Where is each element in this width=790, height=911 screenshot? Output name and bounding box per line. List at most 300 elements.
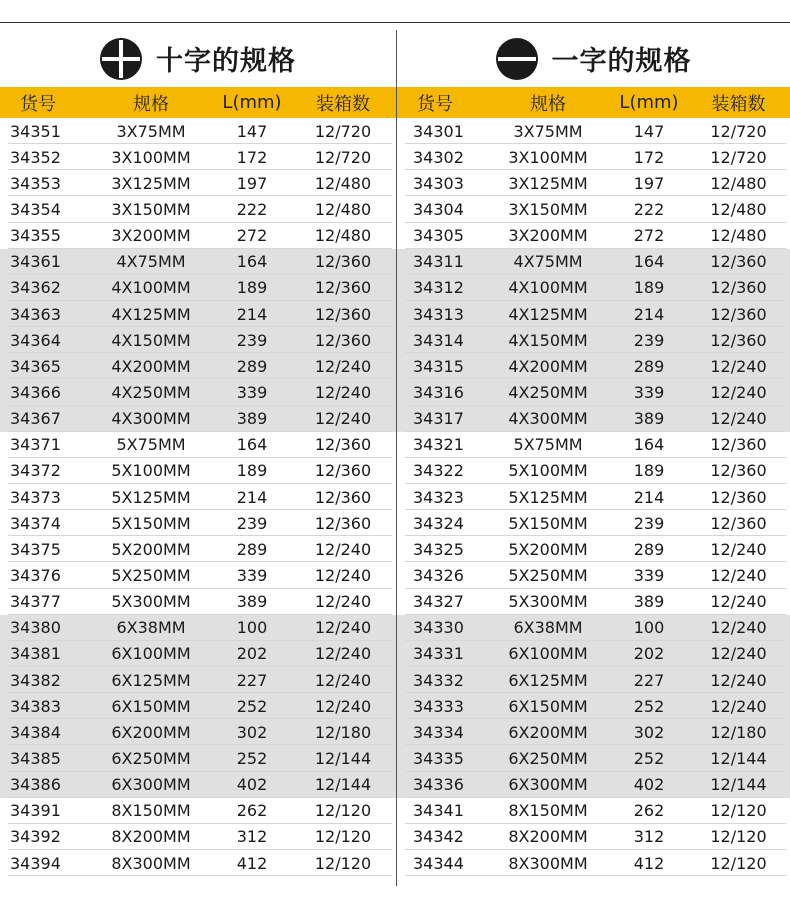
length-cell: 302 xyxy=(633,722,665,742)
phillips-spec-panel xyxy=(0,30,396,876)
table-row xyxy=(397,615,790,641)
length-cell: 272 xyxy=(236,226,268,246)
table-row xyxy=(0,641,396,667)
table-row xyxy=(397,144,790,170)
code-cell: 34385 xyxy=(10,748,61,768)
length-cell: 164 xyxy=(236,252,268,272)
code-cell: 34381 xyxy=(10,644,61,664)
spec-cell: 3X100MM xyxy=(508,147,588,167)
spec-cell: 3X75MM xyxy=(116,121,186,141)
length-cell: 289 xyxy=(633,539,665,559)
box-qty-cell: 12/120 xyxy=(710,853,767,873)
box-qty-cell: 12/240 xyxy=(314,696,372,716)
table-row xyxy=(397,249,790,275)
length-cell: 189 xyxy=(236,278,268,298)
phillips-title-row xyxy=(0,30,396,87)
table-row xyxy=(397,510,790,536)
spec-cell: 3X200MM xyxy=(508,226,588,246)
spec-cell: 5X250MM xyxy=(111,565,191,585)
table-row xyxy=(397,406,790,432)
length-cell: 402 xyxy=(633,775,665,795)
spec-cell: 4X125MM xyxy=(111,304,191,324)
spec-cell: 3X125MM xyxy=(111,173,191,193)
spec-cell: 5X150MM xyxy=(111,513,191,533)
box-qty-cell: 12/480 xyxy=(710,199,767,219)
spec-cell: 6X300MM xyxy=(111,775,191,795)
length-cell: 239 xyxy=(633,513,665,533)
length-cell: 389 xyxy=(633,592,665,612)
header-box-qty: 装箱数 xyxy=(711,93,766,115)
spec-cell: 8X200MM xyxy=(111,827,191,847)
slotted-flat-icon xyxy=(496,38,538,80)
spec-cell: 6X300MM xyxy=(508,775,588,795)
spec-cell: 4X150MM xyxy=(508,330,588,350)
code-cell: 34363 xyxy=(10,304,61,324)
box-qty-cell: 12/360 xyxy=(314,435,372,455)
spec-cell: 4X250MM xyxy=(111,382,191,402)
table-row xyxy=(0,484,396,510)
length-cell: 252 xyxy=(236,696,268,716)
slotted-title: 一字的规格 xyxy=(551,46,692,77)
spec-cell: 5X250MM xyxy=(508,565,588,585)
phillips-header-row xyxy=(0,87,396,118)
box-qty-cell: 12/120 xyxy=(314,827,372,847)
code-cell: 34365 xyxy=(10,356,61,376)
box-qty-cell: 12/240 xyxy=(710,409,767,429)
spec-cell: 6X38MM xyxy=(116,618,186,638)
table-row xyxy=(397,170,790,196)
code-cell: 34364 xyxy=(10,330,61,350)
table-row xyxy=(0,589,396,615)
code-cell: 34316 xyxy=(413,382,464,402)
table-row xyxy=(397,693,790,719)
table-row xyxy=(397,772,790,798)
spec-cell: 4X100MM xyxy=(508,278,588,298)
box-qty-cell: 12/180 xyxy=(314,722,372,742)
length-cell: 252 xyxy=(633,696,665,716)
box-qty-cell: 12/240 xyxy=(710,592,767,612)
spec-cell: 4X200MM xyxy=(508,356,588,376)
table-row xyxy=(397,719,790,745)
code-cell: 34362 xyxy=(10,278,61,298)
spec-cell: 4X200MM xyxy=(111,356,191,376)
box-qty-cell: 12/360 xyxy=(710,435,767,455)
code-cell: 34336 xyxy=(413,775,464,795)
spec-cell: 5X300MM xyxy=(111,592,191,612)
code-cell: 34377 xyxy=(10,592,61,612)
length-cell: 222 xyxy=(236,199,268,219)
spec-cell: 5X125MM xyxy=(111,487,191,507)
spec-cell: 6X150MM xyxy=(111,696,191,716)
table-row xyxy=(0,458,396,484)
box-qty-cell: 12/720 xyxy=(314,147,372,167)
spec-cell: 4X300MM xyxy=(508,409,588,429)
length-cell: 100 xyxy=(633,618,665,638)
code-cell: 34321 xyxy=(413,435,464,455)
box-qty-cell: 12/240 xyxy=(314,382,372,402)
code-cell: 34304 xyxy=(413,199,464,219)
length-cell: 289 xyxy=(236,356,268,376)
slotted-title-row xyxy=(397,30,790,87)
code-cell: 34324 xyxy=(413,513,464,533)
spec-cell: 4X150MM xyxy=(111,330,191,350)
spec-cell: 3X125MM xyxy=(508,173,588,193)
spec-cell: 6X100MM xyxy=(508,644,588,664)
slotted-table-body xyxy=(397,118,790,876)
spec-cell: 8X300MM xyxy=(111,853,191,873)
code-cell: 34355 xyxy=(10,226,61,246)
spec-cell: 8X200MM xyxy=(508,827,588,847)
spec-cell: 5X200MM xyxy=(111,539,191,559)
phillips-cross-icon xyxy=(100,38,142,80)
code-cell: 34394 xyxy=(10,853,61,873)
box-qty-cell: 12/120 xyxy=(314,853,372,873)
slotted-spec-panel xyxy=(397,30,790,876)
box-qty-cell: 12/240 xyxy=(314,592,372,612)
length-cell: 189 xyxy=(633,461,665,481)
table-row xyxy=(0,824,396,850)
table-row xyxy=(397,589,790,615)
code-cell: 34326 xyxy=(413,565,464,585)
table-row xyxy=(0,196,396,222)
length-cell: 262 xyxy=(236,801,268,821)
code-cell: 34375 xyxy=(10,539,61,559)
table-row xyxy=(397,667,790,693)
code-cell: 34315 xyxy=(413,356,464,376)
box-qty-cell: 12/240 xyxy=(710,670,767,690)
spec-cell: 5X300MM xyxy=(508,592,588,612)
length-cell: 100 xyxy=(236,618,268,638)
table-row xyxy=(397,353,790,379)
box-qty-cell: 12/360 xyxy=(710,461,767,481)
length-cell: 202 xyxy=(236,644,268,664)
box-qty-cell: 12/360 xyxy=(314,278,372,298)
table-row xyxy=(397,458,790,484)
length-cell: 412 xyxy=(633,853,665,873)
box-qty-cell: 12/120 xyxy=(710,827,767,847)
table-row xyxy=(0,432,396,458)
length-cell: 239 xyxy=(633,330,665,350)
spec-cell: 3X150MM xyxy=(508,199,588,219)
table-row xyxy=(0,379,396,405)
spec-cell: 8X150MM xyxy=(111,801,191,821)
table-row xyxy=(397,432,790,458)
code-cell: 34376 xyxy=(10,565,61,585)
code-cell: 34333 xyxy=(413,696,464,716)
length-cell: 389 xyxy=(633,409,665,429)
table-row xyxy=(397,798,790,824)
length-cell: 412 xyxy=(236,853,268,873)
box-qty-cell: 12/360 xyxy=(710,513,767,533)
phillips-title: 十字的规格 xyxy=(156,46,296,77)
length-cell: 214 xyxy=(236,487,268,507)
length-cell: 147 xyxy=(236,121,268,141)
table-row xyxy=(0,719,396,745)
box-qty-cell: 12/720 xyxy=(710,147,767,167)
box-qty-cell: 12/240 xyxy=(314,618,372,638)
code-cell: 34330 xyxy=(413,618,464,638)
box-qty-cell: 12/360 xyxy=(314,461,372,481)
spec-cell: 5X100MM xyxy=(508,461,588,481)
length-cell: 252 xyxy=(633,748,665,768)
code-cell: 34367 xyxy=(10,409,61,429)
code-cell: 34374 xyxy=(10,513,61,533)
length-cell: 402 xyxy=(236,775,268,795)
code-cell: 34352 xyxy=(10,147,61,167)
table-row xyxy=(0,850,396,876)
box-qty-cell: 12/144 xyxy=(314,748,372,768)
box-qty-cell: 12/144 xyxy=(314,775,372,795)
box-qty-cell: 12/360 xyxy=(710,487,767,507)
table-row xyxy=(397,301,790,327)
spec-cell: 6X200MM xyxy=(508,722,588,742)
code-cell: 34361 xyxy=(10,252,61,272)
length-cell: 239 xyxy=(236,513,268,533)
length-cell: 389 xyxy=(236,409,268,429)
spec-cell: 6X250MM xyxy=(111,748,191,768)
code-cell: 34325 xyxy=(413,539,464,559)
table-row xyxy=(397,536,790,562)
code-cell: 34353 xyxy=(10,173,61,193)
code-cell: 34302 xyxy=(413,147,464,167)
code-cell: 34331 xyxy=(413,644,464,664)
spec-cell: 6X200MM xyxy=(111,722,191,742)
box-qty-cell: 12/480 xyxy=(710,226,767,246)
box-qty-cell: 12/360 xyxy=(314,304,372,324)
table-row xyxy=(0,693,396,719)
spec-cell: 6X125MM xyxy=(111,670,191,690)
box-qty-cell: 12/120 xyxy=(314,801,372,821)
spec-cell: 4X300MM xyxy=(111,409,191,429)
table-row xyxy=(0,301,396,327)
code-cell: 34380 xyxy=(10,618,61,638)
table-row xyxy=(397,850,790,876)
spec-cell: 5X100MM xyxy=(111,461,191,481)
length-cell: 252 xyxy=(236,748,268,768)
top-rule xyxy=(0,22,790,23)
header-box-qty: 装箱数 xyxy=(316,93,370,115)
spec-cell: 3X100MM xyxy=(111,147,191,167)
code-cell: 34342 xyxy=(413,827,464,847)
box-qty-cell: 12/144 xyxy=(710,748,767,768)
box-qty-cell: 12/240 xyxy=(710,696,767,716)
table-row xyxy=(397,745,790,771)
table-row xyxy=(0,562,396,588)
spec-cell: 6X38MM xyxy=(513,618,583,638)
length-cell: 202 xyxy=(633,644,665,664)
table-row xyxy=(0,223,396,249)
code-cell: 34351 xyxy=(10,121,61,141)
spec-cell: 4X75MM xyxy=(116,252,186,272)
table-row xyxy=(0,275,396,301)
table-row xyxy=(0,615,396,641)
table-row xyxy=(397,118,790,144)
length-cell: 239 xyxy=(236,330,268,350)
length-cell: 262 xyxy=(633,801,665,821)
table-row xyxy=(397,275,790,301)
code-cell: 34332 xyxy=(413,670,464,690)
table-row xyxy=(397,824,790,850)
table-row xyxy=(0,144,396,170)
table-row xyxy=(397,379,790,405)
code-cell: 34373 xyxy=(10,487,61,507)
box-qty-cell: 12/240 xyxy=(710,618,767,638)
length-cell: 189 xyxy=(633,278,665,298)
box-qty-cell: 12/240 xyxy=(314,356,372,376)
code-cell: 34314 xyxy=(413,330,464,350)
box-qty-cell: 12/480 xyxy=(710,173,767,193)
table-row xyxy=(397,223,790,249)
table-row xyxy=(0,536,396,562)
code-cell: 34335 xyxy=(413,748,464,768)
length-cell: 339 xyxy=(633,382,665,402)
table-row xyxy=(0,772,396,798)
box-qty-cell: 12/240 xyxy=(710,644,767,664)
length-cell: 164 xyxy=(633,435,665,455)
length-cell: 227 xyxy=(236,670,268,690)
code-cell: 34366 xyxy=(10,382,61,402)
code-cell: 34392 xyxy=(10,827,61,847)
table-row xyxy=(0,249,396,275)
code-cell: 34334 xyxy=(413,722,464,742)
code-cell: 34391 xyxy=(10,801,61,821)
table-row xyxy=(0,667,396,693)
table-row xyxy=(0,510,396,536)
table-row xyxy=(0,745,396,771)
box-qty-cell: 12/360 xyxy=(710,278,767,298)
code-cell: 34322 xyxy=(413,461,464,481)
spec-cell: 6X250MM xyxy=(508,748,588,768)
spec-cell: 6X150MM xyxy=(508,696,588,716)
box-qty-cell: 12/360 xyxy=(314,487,372,507)
phillips-table-body xyxy=(0,118,396,876)
box-qty-cell: 12/240 xyxy=(710,539,767,559)
length-cell: 164 xyxy=(236,435,268,455)
code-cell: 34344 xyxy=(413,853,464,873)
box-qty-cell: 12/144 xyxy=(710,775,767,795)
code-cell: 34383 xyxy=(10,696,61,716)
code-cell: 34312 xyxy=(413,278,464,298)
box-qty-cell: 12/240 xyxy=(710,382,767,402)
code-cell: 34301 xyxy=(413,121,464,141)
spec-cell: 4X250MM xyxy=(508,382,588,402)
length-cell: 172 xyxy=(236,147,268,167)
header-length: L(mm) xyxy=(619,92,679,113)
box-qty-cell: 12/720 xyxy=(710,121,767,141)
box-qty-cell: 12/480 xyxy=(314,226,372,246)
spec-cell: 4X125MM xyxy=(508,304,588,324)
header-length: L(mm) xyxy=(222,92,282,113)
length-cell: 214 xyxy=(633,487,665,507)
header-spec: 规格 xyxy=(133,93,169,115)
box-qty-cell: 12/240 xyxy=(710,565,767,585)
box-qty-cell: 12/120 xyxy=(710,801,767,821)
length-cell: 227 xyxy=(633,670,665,690)
table-row xyxy=(397,196,790,222)
box-qty-cell: 12/240 xyxy=(314,539,372,559)
box-qty-cell: 12/240 xyxy=(314,565,372,585)
spec-cell: 4X100MM xyxy=(111,278,191,298)
length-cell: 197 xyxy=(633,173,665,193)
table-row xyxy=(0,353,396,379)
spec-cell: 8X300MM xyxy=(508,853,588,873)
code-cell: 34317 xyxy=(413,409,464,429)
spec-cell: 5X150MM xyxy=(508,513,588,533)
code-cell: 34311 xyxy=(413,252,464,272)
box-qty-cell: 12/720 xyxy=(314,121,372,141)
code-cell: 34303 xyxy=(413,173,464,193)
length-cell: 312 xyxy=(236,827,268,847)
spec-cell: 5X75MM xyxy=(116,435,186,455)
box-qty-cell: 12/240 xyxy=(314,670,372,690)
header-code: 货号 xyxy=(417,93,453,115)
code-cell: 34323 xyxy=(413,487,464,507)
length-cell: 147 xyxy=(633,121,665,141)
spec-cell: 5X125MM xyxy=(508,487,588,507)
code-cell: 34341 xyxy=(413,801,464,821)
code-cell: 34327 xyxy=(413,592,464,612)
length-cell: 339 xyxy=(633,565,665,585)
length-cell: 272 xyxy=(633,226,665,246)
length-cell: 197 xyxy=(236,173,268,193)
length-cell: 214 xyxy=(236,304,268,324)
box-qty-cell: 12/360 xyxy=(314,513,372,533)
spec-cell: 4X75MM xyxy=(513,252,583,272)
code-cell: 34313 xyxy=(413,304,464,324)
header-spec: 规格 xyxy=(530,93,566,115)
code-cell: 34386 xyxy=(10,775,61,795)
box-qty-cell: 12/360 xyxy=(710,252,767,272)
spec-cell: 3X150MM xyxy=(111,199,191,219)
spec-cell: 6X125MM xyxy=(508,670,588,690)
length-cell: 164 xyxy=(633,252,665,272)
code-cell: 34372 xyxy=(10,461,61,481)
code-cell: 34382 xyxy=(10,670,61,690)
length-cell: 214 xyxy=(633,304,665,324)
box-qty-cell: 12/240 xyxy=(314,409,372,429)
length-cell: 289 xyxy=(633,356,665,376)
spec-cell: 6X100MM xyxy=(111,644,191,664)
length-cell: 189 xyxy=(236,461,268,481)
length-cell: 339 xyxy=(236,382,268,402)
box-qty-cell: 12/480 xyxy=(314,199,372,219)
box-qty-cell: 12/240 xyxy=(314,644,372,664)
spec-cell: 3X75MM xyxy=(513,121,583,141)
table-row xyxy=(397,484,790,510)
table-row xyxy=(0,406,396,432)
table-row xyxy=(397,562,790,588)
length-cell: 302 xyxy=(236,722,268,742)
slotted-header-row xyxy=(397,87,790,118)
spec-cell: 8X150MM xyxy=(508,801,588,821)
code-cell: 34384 xyxy=(10,722,61,742)
box-qty-cell: 12/360 xyxy=(314,330,372,350)
table-row xyxy=(0,327,396,353)
spec-cell: 5X75MM xyxy=(513,435,583,455)
length-cell: 172 xyxy=(633,147,665,167)
box-qty-cell: 12/360 xyxy=(710,330,767,350)
box-qty-cell: 12/240 xyxy=(710,356,767,376)
length-cell: 312 xyxy=(633,827,665,847)
length-cell: 339 xyxy=(236,565,268,585)
length-cell: 222 xyxy=(633,199,665,219)
table-row xyxy=(397,641,790,667)
box-qty-cell: 12/360 xyxy=(710,304,767,324)
table-row xyxy=(0,170,396,196)
code-cell: 34354 xyxy=(10,199,61,219)
length-cell: 289 xyxy=(236,539,268,559)
spec-cell: 5X200MM xyxy=(508,539,588,559)
